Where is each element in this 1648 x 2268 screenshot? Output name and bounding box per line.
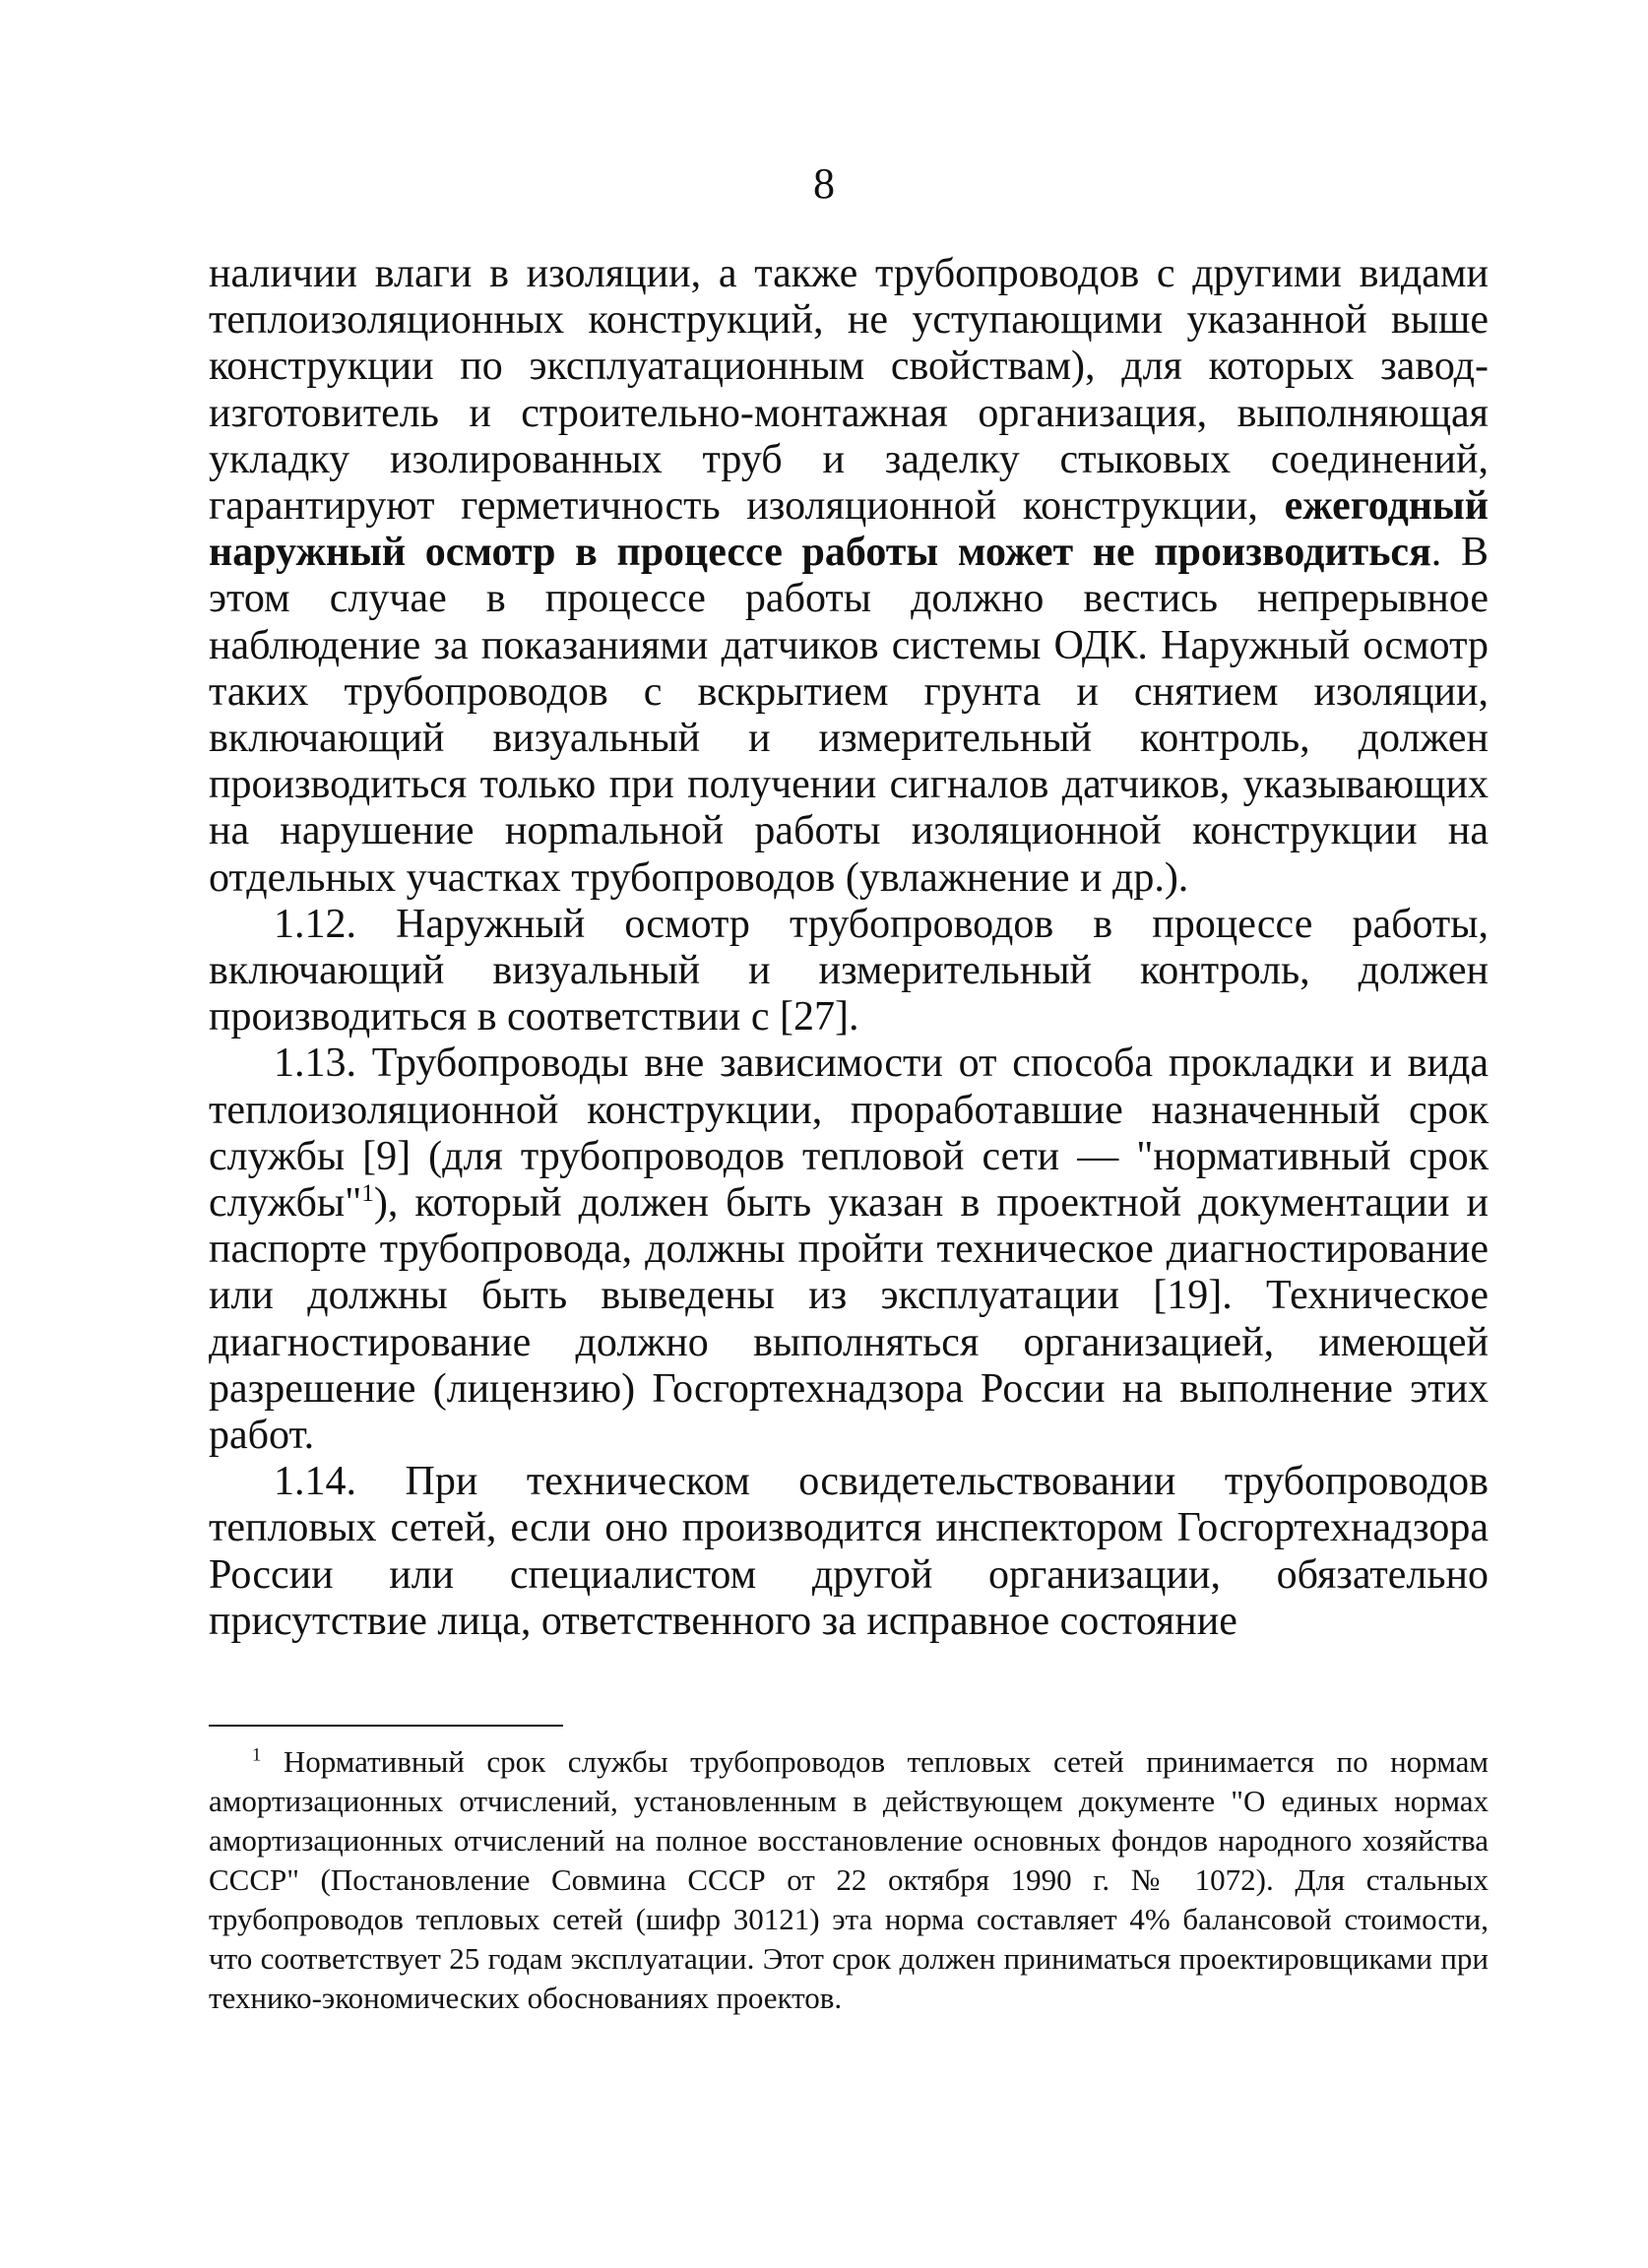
- paragraph-1-12: 1.12. Наружный осмотр трубопроводов в процессе работы, включающий визуальный и измерительный контроль, должен производиться в соответствии с [27].: [209, 901, 1489, 1040]
- footnote: [209, 1742, 1489, 2018]
- footnote-reference: 1: [361, 1180, 374, 1208]
- paragraph-1-bold-text: ежегодный наружный осмотр в процессе работы может не производиться: [209, 483, 1489, 576]
- paragraph-1-text-after: . В этом случае в процессе работы должно вестись непрерывное наблюдение за показаниями датчиков системы ОДК. Наружный осмотр таких трубопроводов с вскрытием грунта и снятием изоляции, включающий визуальный и измерительный контроль, должен производиться только при получении сигналов датчиков, указывающих на нарушение норmальной работы изоляционной конструкции на отдельных участках трубопроводов (увлажнение и др.).: [209, 530, 1490, 901]
- paragraph-1-13-text-before: 1.13. Трубопроводы вне зависимости от способа прокладки и вида теплоизоляционной конструкции, проработавшие назначенный срок службы [9] (для трубопроводов тепловой сети — "нормативный срок службы": [209, 1040, 1489, 1227]
- page-number: 8: [813, 159, 835, 208]
- footnote-marker: 1: [252, 1744, 262, 1766]
- footnote-divider: [209, 1725, 563, 1727]
- paragraph-1-13-text-after: ), который должен быть указан в проектной документации и паспорте трубопровода, должны пройти техническое диагностирование или должны быть выведены из эксплуатации [19]. Техническое диагностирование должно выполняться организацией, имеющей разрешение (лицензию) Госгортехнадзора России на выполнение этих работ.: [209, 1180, 1489, 1459]
- paragraph-1: [209, 251, 1489, 902]
- paragraph-1-14: 1.14. При техническом освидетельствовании трубопроводов тепловых сетей, если оно производится инспектором Госгортехнадзора России или специалистом другой организации, обязательно присутствие лица, ответственного за исправное состояние: [209, 1459, 1489, 1644]
- paragraph-1-13: [209, 1040, 1489, 1459]
- footnote-text: Нормативный срок службы трубопроводов тепловых сетей принимается по нормам амортизационных отчислений, установленным в действующем документе "О единых нормах амортизационных отчислений на полное восстановление основных фондов народного хозяйства СССР" (Постановление Совмина СССР от 22 октября 1990 г. № 1072). Для стальных трубопроводов тепловых сетей (шифр 30121) эта норма составляет 4% балансовой стоимости, что соответствует 25 годам эксплуатации. Этот срок должен приниматься проектировщиками при технико-экономических обоснованиях проектов.: [209, 1744, 1489, 2015]
- main-text: [209, 251, 1489, 1645]
- paragraph-1-text-before: наличии влаги в изоляции, а также трубопроводов с другими видами теплоизоляционных конструкций, не уступающими указанной выше конструкции по эксплуатационным свойствам), для которых завод-изготовитель и строительно-монтажная организация, выполняющая укладку изолированных труб и заделку стыковых соединений, гарантируют герметичность изоляционной конструкции,: [209, 251, 1489, 530]
